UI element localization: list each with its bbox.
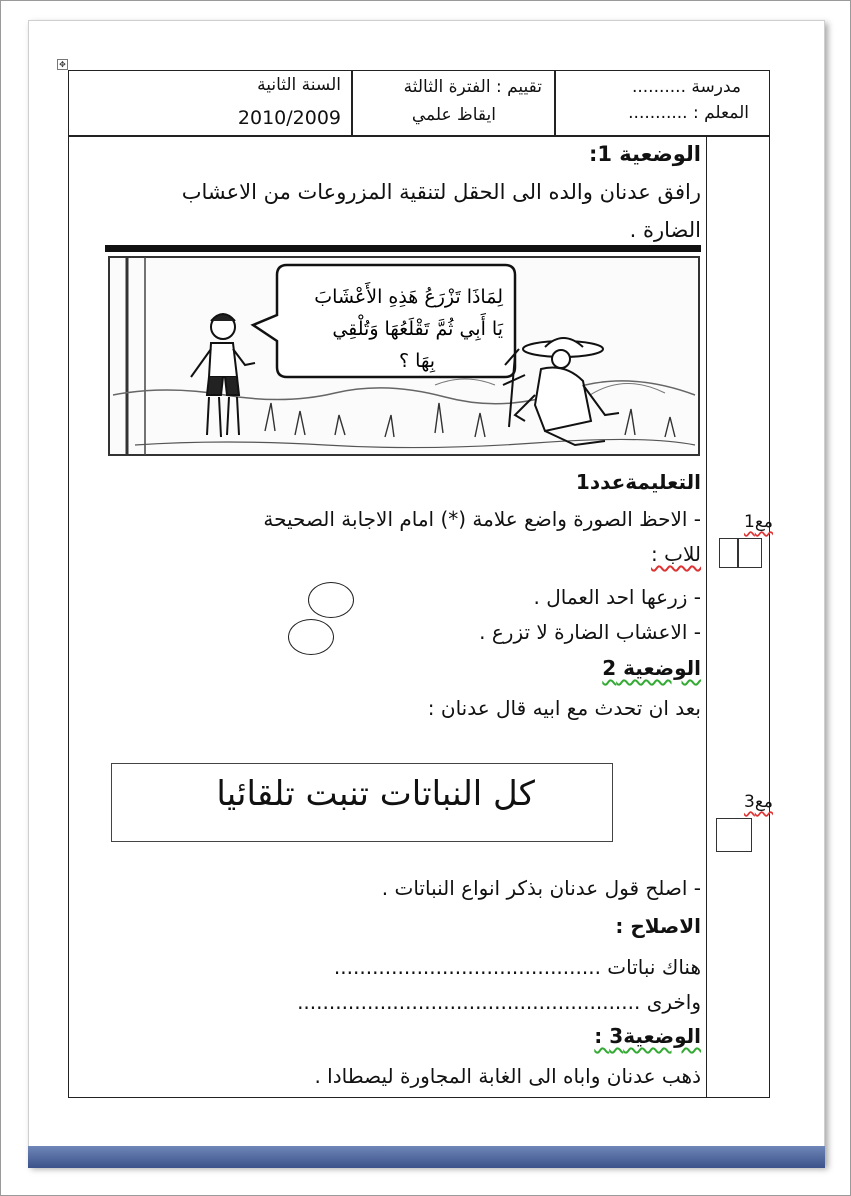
situation2-title: الوضعية 2 [602,656,701,680]
correction-line2[interactable]: واخرى ...................................................... [297,990,701,1014]
criterion1-label: مع1 [744,512,773,532]
table-move-handle-icon[interactable]: ✥ [57,59,68,70]
situation1-title: الوضعية 1: [588,142,701,166]
option2-text: - الاعشاب الضارة لا تزرع . [479,620,701,644]
statement-text: كل النباتات تنبت تلقائيا [216,774,535,814]
bubble-text-line3: بِهَا ؟ [399,350,435,372]
criterion3-label: مع3 [744,792,773,812]
situation2-intro: بعد ان تحدث مع ابيه قال عدنان : [427,696,701,720]
situation1-text-line2: الضارة . [629,218,701,242]
situation1-text-line1: رافق عدنان والده الى الحقل لتنقية المزروعات من الاعشاب [181,180,701,204]
option1-text: - زرعها احد العمال . [533,585,701,609]
page-bottom-bar [28,1146,825,1168]
option1-answer-circle[interactable] [308,582,354,618]
header-evaluation-cell [352,70,555,136]
scoring-column [707,136,770,1098]
instruction1-title: التعليمةعدد1 [575,470,701,494]
grade-label: السنة الثانية [257,75,341,95]
father-son-illustration [105,245,701,457]
bubble-text-line2: يَا أَبِي ثُمَّ تَقْلَعُهَا وَتُلْقِي [332,318,503,340]
header-grade-cell [68,70,352,136]
instruction1-line1: - الاحظ الصورة واضع علامة (*) امام الاجابة الصحيحة [263,507,701,531]
instruction1-line2: للاب : [651,542,701,566]
evaluation-title: تقييم : الفترة الثالثة [403,77,542,97]
situation3-text: ذهب عدنان واباه الى الغابة المجاورة ليصطادا . [314,1064,701,1088]
criterion1-box-a[interactable] [719,538,738,568]
school-year: 2010/2009 [237,107,341,129]
situation2-task: - اصلح قول عدنان بذكر انواع النباتات . [381,876,701,900]
correction-title: الاصلاح : [615,914,701,938]
criterion3-box[interactable] [716,818,752,852]
correction-line1[interactable]: هناك نباتات .......................................... [333,955,701,979]
situation3-title: الوضعية3 : [594,1024,701,1048]
subject-label: ايقاظ علمي [411,105,496,125]
bubble-text-line1: لِمَاذَا تَزْرَعُ هَذِهِ الأَعْشَابَ [314,286,503,308]
option2-answer-circle[interactable] [288,619,334,655]
header-school-cell [555,70,770,136]
teacher-label: المعلم : ........... [628,103,749,123]
school-label: مدرسة .......... [631,77,741,97]
criterion1-box-b[interactable] [738,538,762,568]
